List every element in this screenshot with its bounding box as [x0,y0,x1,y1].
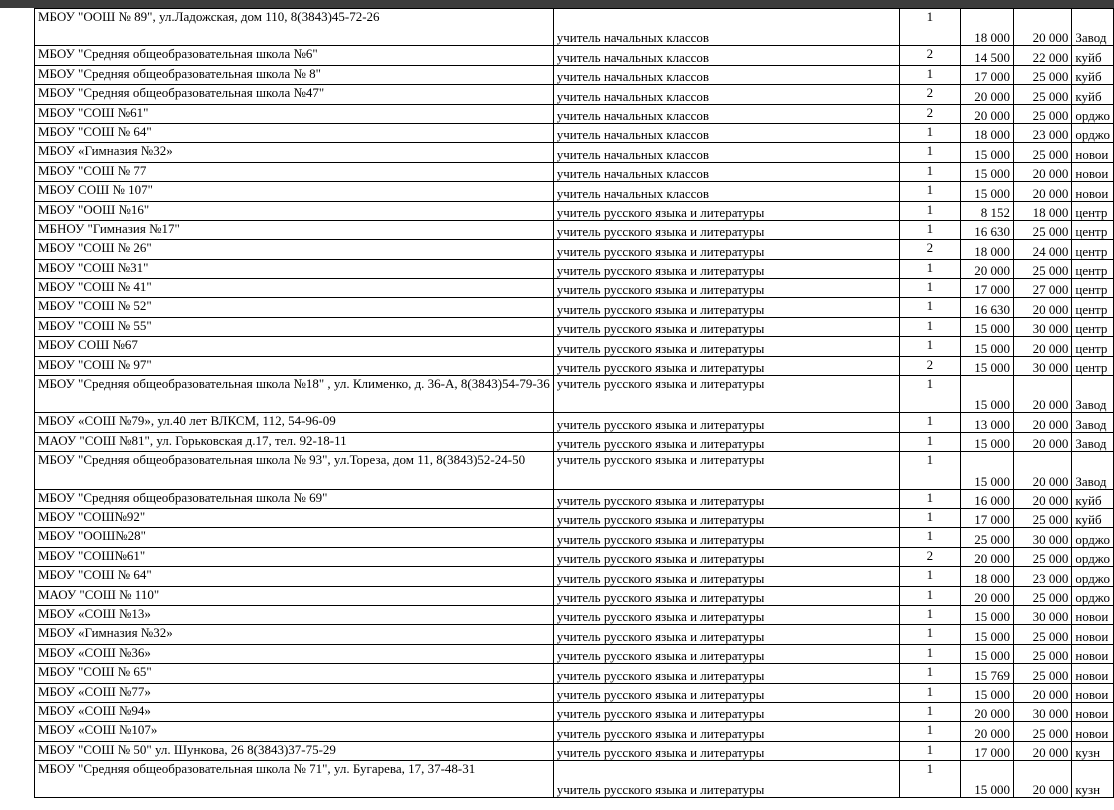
table-row [35,279,1114,298]
school-name-cell: МБОУ "Средняя общеобразовательная школа №18" , ул. Клименко, д. 36-А, 8(3843)54-79-36 [35,376,554,413]
position-cell: учитель русского языка и литературы [553,452,899,489]
salary-max-cell: 20 000 [1014,741,1072,760]
salary-min-cell: 15 000 [961,452,1014,489]
school-name-cell: МБОУ "СОШ № 64" [35,567,554,586]
district-cell: Завод [1072,413,1114,432]
position-cell: учитель начальных классов [553,162,899,181]
salary-min-cell: 25 000 [961,528,1014,547]
table-row [35,683,1114,702]
position-cell: учитель русского языка и литературы [553,220,899,239]
table-row [35,413,1114,432]
position-cell: учитель русского языка и литературы [553,741,899,760]
school-name-cell: МБОУ "Средняя общеобразовательная школа №6" [35,46,554,65]
school-name-cell: МБОУ "ООШ № 89", ул.Ладожская, дом 110, 8(3843)45-72-26 [35,9,554,46]
salary-max-cell: 20 000 [1014,182,1072,201]
district-cell: новои [1072,664,1114,683]
vacancy-count-cell: 1 [899,279,960,298]
vacancy-count-cell: 1 [899,162,960,181]
district-cell: Завод [1072,376,1114,413]
district-cell: центр [1072,337,1114,356]
salary-max-cell: 25 000 [1014,722,1072,741]
salary-min-cell: 16 630 [961,220,1014,239]
position-cell: учитель русского языка и литературы [553,586,899,605]
salary-min-cell: 15 000 [961,376,1014,413]
salary-min-cell: 16 000 [961,489,1014,508]
school-name-cell: МБОУ «Гимназия №32» [35,625,554,644]
salary-max-cell: 20 000 [1014,452,1072,489]
salary-max-cell: 20 000 [1014,761,1072,798]
salary-min-cell: 15 000 [961,182,1014,201]
school-name-cell: МБОУ "СОШ № 97" [35,356,554,375]
position-cell: учитель русского языка и литературы [553,702,899,721]
salary-min-cell: 8 152 [961,201,1014,220]
table-row [35,547,1114,566]
table-row [35,722,1114,741]
school-name-cell: МБОУ "Средняя общеобразовательная школа №47" [35,85,554,104]
salary-max-cell: 23 000 [1014,123,1072,142]
table-row [35,9,1114,46]
vacancy-count-cell: 1 [899,201,960,220]
school-name-cell: МБОУ "СОШ № 64" [35,123,554,142]
vacancy-count-cell: 1 [899,432,960,451]
position-cell: учитель начальных классов [553,9,899,46]
salary-max-cell: 20 000 [1014,9,1072,46]
table-row [35,702,1114,721]
district-cell: новои [1072,644,1114,663]
position-cell: учитель русского языка и литературы [553,528,899,547]
position-cell: учитель начальных классов [553,85,899,104]
table-row [35,337,1114,356]
salary-min-cell: 15 000 [961,683,1014,702]
district-cell: орджо [1072,547,1114,566]
position-cell: учитель русского языка и литературы [553,279,899,298]
salary-min-cell: 15 000 [961,337,1014,356]
table-row [35,625,1114,644]
school-name-cell: МБОУ "ООШ №16" [35,201,554,220]
vacancy-count-cell: 1 [899,143,960,162]
salary-max-cell: 20 000 [1014,298,1072,317]
table-row [35,182,1114,201]
position-cell: учитель русского языка и литературы [553,605,899,624]
position-cell: учитель русского языка и литературы [553,337,899,356]
table-row [35,65,1114,84]
school-name-cell: МБОУ «Гимназия №32» [35,143,554,162]
table-row [35,356,1114,375]
salary-min-cell: 20 000 [961,259,1014,278]
school-name-cell: МБОУ "СОШ № 65" [35,664,554,683]
vacancy-count-cell: 1 [899,761,960,798]
district-cell: кузн [1072,741,1114,760]
school-name-cell: МБОУ "СОШ № 55" [35,317,554,336]
salary-min-cell: 20 000 [961,586,1014,605]
vacancy-count-cell: 1 [899,376,960,413]
salary-max-cell: 30 000 [1014,702,1072,721]
position-cell: учитель русского языка и литературы [553,722,899,741]
school-name-cell: МБОУ "СОШ № 52" [35,298,554,317]
school-name-cell: МБОУ СОШ № 107" [35,182,554,201]
vacancy-table [34,8,1114,798]
position-cell: учитель русского языка и литературы [553,547,899,566]
salary-max-cell: 30 000 [1014,528,1072,547]
school-name-cell: МБОУ "СОШ№92" [35,508,554,527]
school-name-cell: МБОУ «СОШ №94» [35,702,554,721]
district-cell: новои [1072,722,1114,741]
vacancy-count-cell: 1 [899,182,960,201]
position-cell: учитель начальных классов [553,104,899,123]
salary-max-cell: 25 000 [1014,65,1072,84]
district-cell: центр [1072,317,1114,336]
table-row [35,664,1114,683]
vacancy-count-cell: 1 [899,413,960,432]
salary-max-cell: 30 000 [1014,605,1072,624]
district-cell: орджо [1072,586,1114,605]
position-cell: учитель русского языка и литературы [553,240,899,259]
salary-min-cell: 17 000 [961,279,1014,298]
district-cell: центр [1072,279,1114,298]
district-cell: орджо [1072,528,1114,547]
vacancy-count-cell: 1 [899,489,960,508]
table-row [35,452,1114,489]
vacancy-count-cell: 1 [899,586,960,605]
position-cell: учитель русского языка и литературы [553,376,899,413]
district-cell: новои [1072,625,1114,644]
vacancy-count-cell: 2 [899,46,960,65]
salary-min-cell: 17 000 [961,65,1014,84]
school-name-cell: МБОУ "Средняя общеобразовательная школа № 93", ул.Тореза, дом 11, 8(3843)52-24-50 [35,452,554,489]
salary-max-cell: 25 000 [1014,664,1072,683]
salary-max-cell: 25 000 [1014,625,1072,644]
salary-max-cell: 20 000 [1014,162,1072,181]
district-cell: Завод [1072,432,1114,451]
vacancy-count-cell: 2 [899,85,960,104]
vacancy-count-cell: 1 [899,702,960,721]
position-cell: учитель русского языка и литературы [553,761,899,798]
position-cell: учитель русского языка и литературы [553,201,899,220]
school-name-cell: МБОУ "Средняя общеобразовательная школа № 71", ул. Бугарева, 17, 37-48-31 [35,761,554,798]
salary-max-cell: 20 000 [1014,413,1072,432]
salary-max-cell: 25 000 [1014,259,1072,278]
position-cell: учитель русского языка и литературы [553,489,899,508]
school-name-cell: МБОУ "СОШ №31" [35,259,554,278]
salary-min-cell: 16 630 [961,298,1014,317]
salary-min-cell: 18 000 [961,123,1014,142]
table-row [35,644,1114,663]
salary-min-cell: 20 000 [961,702,1014,721]
position-cell: учитель начальных классов [553,65,899,84]
table-row [35,240,1114,259]
table-row [35,605,1114,624]
table-row [35,761,1114,798]
position-cell: учитель русского языка и литературы [553,356,899,375]
position-cell: учитель русского языка и литературы [553,625,899,644]
school-name-cell: МБОУ "СОШ№61" [35,547,554,566]
salary-max-cell: 25 000 [1014,508,1072,527]
salary-min-cell: 15 000 [961,761,1014,798]
table-row [35,567,1114,586]
table-row [35,528,1114,547]
vacancy-count-cell: 1 [899,65,960,84]
position-cell: учитель русского языка и литературы [553,567,899,586]
salary-min-cell: 17 000 [961,508,1014,527]
district-cell: центр [1072,240,1114,259]
district-cell: новои [1072,605,1114,624]
school-name-cell: МБОУ «СОШ №77» [35,683,554,702]
salary-min-cell: 15 000 [961,605,1014,624]
vacancy-count-cell: 2 [899,547,960,566]
salary-max-cell: 27 000 [1014,279,1072,298]
district-cell: новои [1072,182,1114,201]
district-cell: центр [1072,220,1114,239]
table-row [35,46,1114,65]
salary-min-cell: 18 000 [961,9,1014,46]
vacancy-count-cell: 2 [899,356,960,375]
salary-min-cell: 15 000 [961,356,1014,375]
district-cell: новои [1072,162,1114,181]
district-cell: центр [1072,201,1114,220]
salary-min-cell: 13 000 [961,413,1014,432]
vacancy-count-cell: 1 [899,317,960,336]
position-cell: учитель начальных классов [553,123,899,142]
table-row [35,85,1114,104]
salary-max-cell: 30 000 [1014,356,1072,375]
table-row [35,143,1114,162]
school-name-cell: МБОУ «СОШ №107» [35,722,554,741]
district-cell: орджо [1072,104,1114,123]
vacancy-count-cell: 1 [899,722,960,741]
salary-min-cell: 15 000 [961,317,1014,336]
vacancy-count-cell: 1 [899,298,960,317]
salary-max-cell: 25 000 [1014,547,1072,566]
position-cell: учитель русского языка и литературы [553,317,899,336]
school-name-cell: МБОУ «СОШ №13» [35,605,554,624]
district-cell: куйб [1072,489,1114,508]
salary-min-cell: 18 000 [961,240,1014,259]
vacancy-count-cell: 1 [899,123,960,142]
salary-max-cell: 30 000 [1014,317,1072,336]
salary-max-cell: 20 000 [1014,683,1072,702]
table-row [35,741,1114,760]
district-cell: центр [1072,298,1114,317]
salary-min-cell: 20 000 [961,722,1014,741]
position-cell: учитель русского языка и литературы [553,298,899,317]
district-cell: новои [1072,683,1114,702]
table-row [35,298,1114,317]
salary-min-cell: 15 000 [961,432,1014,451]
position-cell: учитель начальных классов [553,46,899,65]
window-top-bar [0,0,1114,8]
salary-max-cell: 23 000 [1014,567,1072,586]
position-cell: учитель начальных классов [553,182,899,201]
school-name-cell: МБОУ "СОШ № 41" [35,279,554,298]
position-cell: учитель русского языка и литературы [553,413,899,432]
district-cell: центр [1072,259,1114,278]
position-cell: учитель русского языка и литературы [553,508,899,527]
vacancy-count-cell: 1 [899,567,960,586]
salary-min-cell: 17 000 [961,741,1014,760]
table-row [35,201,1114,220]
district-cell: Завод [1072,9,1114,46]
district-cell: новои [1072,143,1114,162]
position-cell: учитель русского языка и литературы [553,432,899,451]
salary-max-cell: 25 000 [1014,644,1072,663]
district-cell: центр [1072,356,1114,375]
vacancy-count-cell: 1 [899,9,960,46]
salary-max-cell: 20 000 [1014,337,1072,356]
table-row [35,489,1114,508]
district-cell: куйб [1072,65,1114,84]
school-name-cell: МБОУ СОШ №67 [35,337,554,356]
vacancy-count-cell: 1 [899,220,960,239]
school-name-cell: МБОУ "Средняя общеобразовательная школа № 69" [35,489,554,508]
vacancy-count-cell: 1 [899,337,960,356]
school-name-cell: МБОУ «СОШ №36» [35,644,554,663]
district-cell: Завод [1072,452,1114,489]
table-row [35,162,1114,181]
salary-min-cell: 20 000 [961,547,1014,566]
school-name-cell: МБОУ "СОШ №61" [35,104,554,123]
position-cell: учитель русского языка и литературы [553,259,899,278]
school-name-cell: МБНОУ "Гимназия №17" [35,220,554,239]
vacancy-count-cell: 1 [899,605,960,624]
district-cell: куйб [1072,85,1114,104]
vacancy-count-cell: 2 [899,240,960,259]
salary-max-cell: 20 000 [1014,489,1072,508]
table-row [35,259,1114,278]
salary-max-cell: 18 000 [1014,201,1072,220]
salary-min-cell: 18 000 [961,567,1014,586]
salary-max-cell: 25 000 [1014,220,1072,239]
vacancy-count-cell: 1 [899,528,960,547]
salary-max-cell: 20 000 [1014,376,1072,413]
vacancy-count-cell: 1 [899,508,960,527]
salary-min-cell: 15 000 [961,143,1014,162]
table-row [35,220,1114,239]
table-row [35,317,1114,336]
salary-min-cell: 14 500 [961,46,1014,65]
position-cell: учитель русского языка и литературы [553,664,899,683]
vacancy-count-cell: 1 [899,259,960,278]
table-row [35,432,1114,451]
vacancy-count-cell: 1 [899,664,960,683]
school-name-cell: МБОУ "СОШ № 50" ул. Шункова, 26 8(3843)37-75-29 [35,741,554,760]
salary-min-cell: 20 000 [961,85,1014,104]
district-cell: орджо [1072,123,1114,142]
district-cell: куйб [1072,508,1114,527]
district-cell: новои [1072,702,1114,721]
school-name-cell: МБОУ "ООШ№28" [35,528,554,547]
salary-max-cell: 25 000 [1014,143,1072,162]
district-cell: орджо [1072,567,1114,586]
position-cell: учитель начальных классов [553,143,899,162]
vacancy-count-cell: 1 [899,452,960,489]
salary-max-cell: 24 000 [1014,240,1072,259]
vacancy-count-cell: 1 [899,625,960,644]
table-row [35,586,1114,605]
salary-min-cell: 15 000 [961,644,1014,663]
salary-max-cell: 25 000 [1014,85,1072,104]
salary-min-cell: 15 769 [961,664,1014,683]
school-name-cell: МБОУ "СОШ № 26" [35,240,554,259]
salary-min-cell: 20 000 [961,104,1014,123]
position-cell: учитель русского языка и литературы [553,683,899,702]
salary-max-cell: 25 000 [1014,586,1072,605]
district-cell: куйб [1072,46,1114,65]
position-cell: учитель русского языка и литературы [553,644,899,663]
salary-min-cell: 15 000 [961,162,1014,181]
salary-max-cell: 20 000 [1014,432,1072,451]
vacancy-count-cell: 1 [899,644,960,663]
school-name-cell: МБОУ «СОШ №79», ул.40 лет ВЛКСМ, 112, 54-96-09 [35,413,554,432]
school-name-cell: МБОУ "Средняя общеобразовательная школа № 8" [35,65,554,84]
salary-max-cell: 25 000 [1014,104,1072,123]
school-name-cell: МБОУ "СОШ № 77 [35,162,554,181]
district-cell: кузн [1072,761,1114,798]
vacancy-count-cell: 1 [899,683,960,702]
table-row [35,508,1114,527]
school-name-cell: МАОУ "СОШ №81", ул. Горьковская д.17, тел. 92-18-11 [35,432,554,451]
table-row [35,104,1114,123]
vacancy-table-body [35,9,1114,798]
salary-min-cell: 15 000 [961,625,1014,644]
table-row [35,376,1114,413]
vacancy-count-cell: 2 [899,104,960,123]
vacancy-count-cell: 1 [899,741,960,760]
salary-max-cell: 22 000 [1014,46,1072,65]
table-row [35,123,1114,142]
school-name-cell: МАОУ "СОШ № 110" [35,586,554,605]
